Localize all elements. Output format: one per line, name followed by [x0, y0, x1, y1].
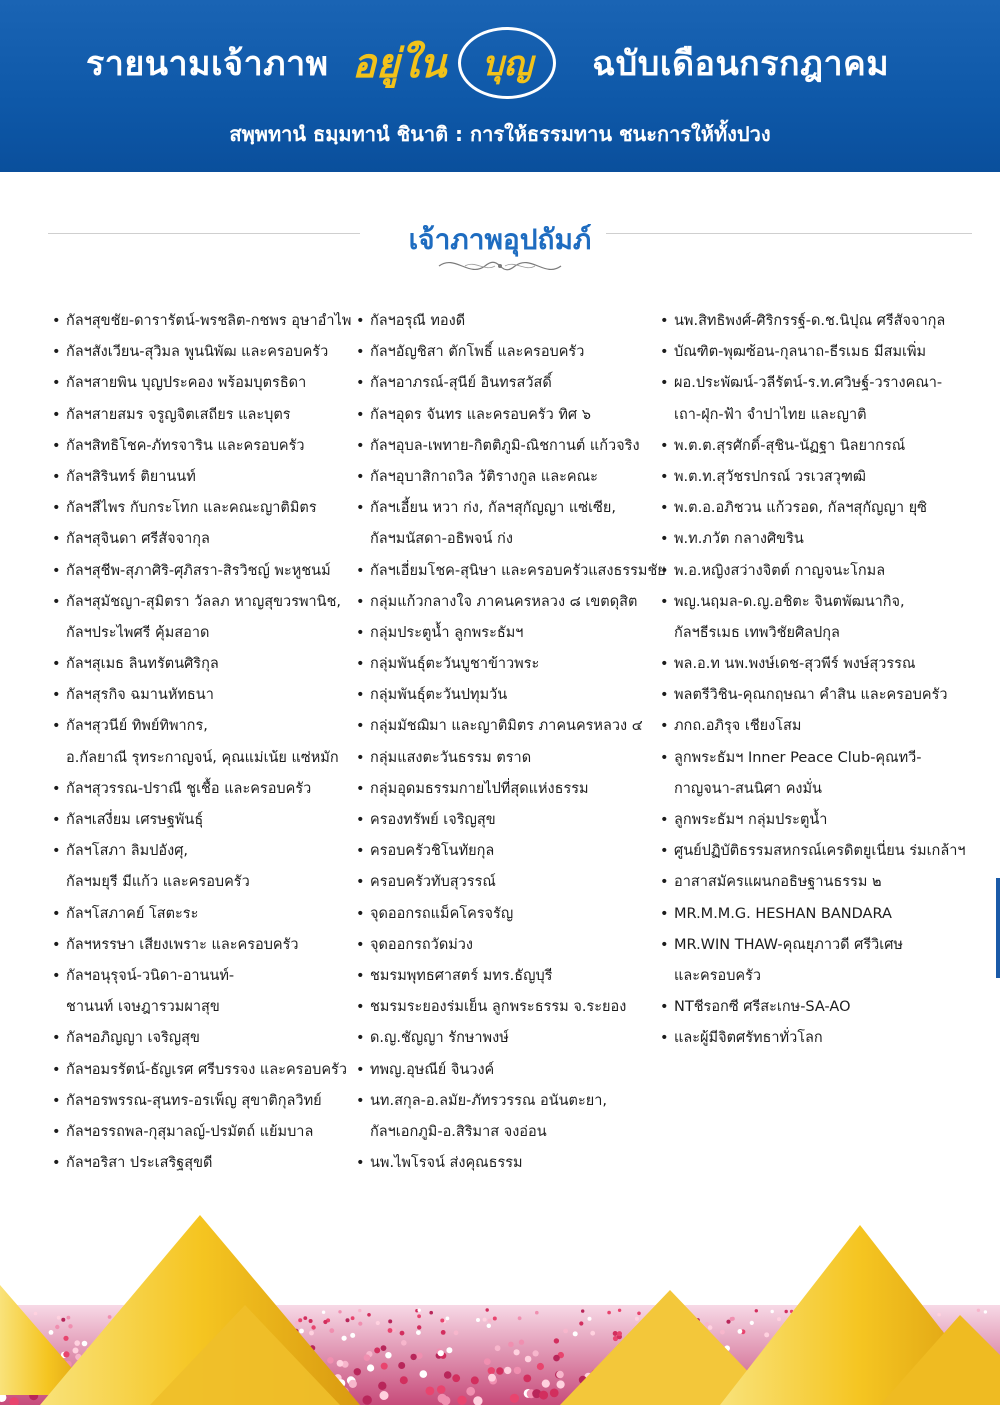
lantern-dot — [342, 1336, 347, 1341]
donor-entry: • กัลฯอัญชิสา ตักโพธิ์ และครอบครัว — [356, 337, 656, 368]
lantern-dot — [61, 1318, 65, 1322]
donor-entry: • บัณฑิต-พุฒซ้อน-กุลนาถ-ธีรเมธ มีสมเพิ่ม — [660, 337, 980, 368]
pagoda-lantern-scene — [0, 1195, 1000, 1405]
donor-column-1 — [52, 306, 352, 1179]
lantern-dot — [327, 1357, 334, 1364]
lantern-dot — [309, 1319, 313, 1323]
header-banner — [0, 0, 1000, 172]
donor-entry: • กัลฯอุบล-เพทาย-กิตติภูมิ-ณิชกานต์ แก้วจริง — [356, 431, 656, 462]
donor-entry: • กัลฯอมรรัตน์-ธัญเรศ ศรีบรรจง และครอบครัว — [52, 1055, 352, 1086]
lantern-dot — [471, 1376, 479, 1384]
lantern-dot — [381, 1345, 387, 1351]
donor-entry: • จุดออกรถแม็คโครจรัญ — [356, 899, 656, 930]
donor-entry: • กัลฯโสภาคย์ โสตะระ — [52, 899, 352, 930]
lantern-dot — [539, 1391, 548, 1400]
lantern-dot — [514, 1367, 521, 1374]
donor-entry: • ด.ญ.ชัญญา รักษาพงษ์ — [356, 1023, 656, 1054]
lantern-dot — [349, 1380, 357, 1388]
donor-entry: • ลูกพระธัมฯ กลุ่มประตูน้ำ — [660, 805, 980, 836]
donor-entry: • MR.M.M.G. HESHAN BANDARA — [660, 899, 980, 930]
lantern-dot — [590, 1331, 595, 1336]
lantern-dot — [416, 1330, 421, 1335]
lantern-dot — [385, 1352, 391, 1358]
header-title-right: ฉบับเดือนกรกฎาคม — [592, 44, 890, 84]
lantern-dot — [438, 1394, 447, 1403]
lantern-dot — [323, 1320, 327, 1324]
donor-entry: • กัลฯสิรินทร์ ติยานนท์ — [52, 462, 352, 493]
lantern-dot — [486, 1308, 489, 1311]
lantern-dot — [303, 1316, 307, 1320]
lantern-dot — [730, 1317, 734, 1321]
donor-entry: • กัลฯเอี่ยมโชค-สุนิษา และครอบครัวแสงธรรมชัย — [356, 556, 656, 587]
donor-entry: • ชมรมพุทธศาสตร์ มทร.ธัญบุรี — [356, 961, 656, 992]
donor-entry: • กัลฯอริสา ประเสริฐสุขดี — [52, 1148, 352, 1179]
lantern-dot — [488, 1319, 492, 1323]
lantern-dot — [311, 1325, 315, 1329]
donor-entry: • กัลฯสุรกิจ ฉมานหัทธนา — [52, 680, 352, 711]
lantern-dot — [417, 1314, 421, 1318]
donor-entry: • จุดออกรถวัดม่วง — [356, 930, 656, 961]
donor-entry: • กลุ่มอุดมธรรมกายไปที่สุดแห่งธรรม — [356, 774, 656, 805]
donor-entry: • กัลฯสุขชัย-ดารารัตน์-พรชลิต-กชพร อุษาอำไพ — [52, 306, 352, 337]
donor-entry: • กัลฯอรพรรณ-สุนทร-อรเพ็ญ สุขาติกุลวิทย์ — [52, 1086, 352, 1117]
donor-entry: • กลุ่มมัชฌิมา และญาติมิตร ภาคนครหลวง ๔ — [356, 711, 656, 742]
lantern-dot — [573, 1331, 578, 1336]
donor-entry: • พ.ท.ภวัต กลางศิขริน — [660, 524, 980, 555]
lantern-dot — [510, 1394, 519, 1403]
lantern-dot — [533, 1350, 539, 1356]
lantern-dot — [437, 1385, 446, 1394]
donor-entry: • นท.สกุล-อ.ลมัย-ภัทรวรรณ อนันตะยา, — [356, 1086, 656, 1117]
lantern-dot — [309, 1331, 314, 1336]
donor-entry-continuation: เถา-ฝุ่ก-ฟ้า จำปาไทย และญาติ — [674, 406, 867, 423]
lantern-dot — [364, 1354, 371, 1361]
lantern-dot — [351, 1316, 355, 1320]
donor-entry: • กัลฯสุจินดา ศรีสัจจากุล — [52, 524, 352, 555]
donor-entry: • กัลฯเสงี่ยม เศรษฐพันธุ์ — [52, 805, 352, 836]
lantern-dot — [588, 1317, 592, 1321]
lantern-dot — [518, 1316, 522, 1320]
donor-entry: • นพ.สิทธิพงศ์-ศิริกรรฐ์-ด.ช.นิปุณ ศรีสัจจากุล — [660, 306, 980, 337]
lantern-dot — [400, 1376, 408, 1384]
lantern-dot — [338, 1310, 341, 1313]
lantern-dot — [508, 1342, 514, 1348]
donor-entry: • กัลฯสีไพร กับกระโทก และคณะญาติมิตร — [52, 493, 352, 524]
lantern-dot — [418, 1309, 421, 1312]
lantern-dot — [438, 1350, 444, 1356]
lantern-dot — [73, 1348, 79, 1354]
donor-entry: • กลุ่มแก้วกลางใจ ภาคนครหลวง ๘ เขตดุสิต — [356, 587, 656, 618]
lantern-dot — [358, 1309, 361, 1312]
lantern-dot — [523, 1375, 531, 1383]
lantern-dot — [388, 1319, 392, 1323]
lantern-dot — [444, 1371, 452, 1379]
donor-entry: • กัลฯสุวนีย์ ทิพย์ทิพากร, — [52, 711, 352, 742]
lantern-dot — [984, 1310, 987, 1313]
lantern-dot — [63, 1351, 69, 1357]
lantern-dot — [329, 1328, 334, 1333]
donor-entry: • พ.ต.ท.สุวัชรปกรณ์ วรเวสวุฑฒิ — [660, 462, 980, 493]
lantern-dot — [487, 1324, 491, 1328]
lantern-dot — [55, 1325, 59, 1329]
lantern-dot — [556, 1371, 564, 1379]
donor-entry: • กลุ่มแสงตะวันธรรม ตราด — [356, 743, 656, 774]
donor-entry: • พญ.นฤมล-ด.ญ.อชิตะ จินตพัฒนากิจ, — [660, 587, 980, 618]
lantern-dot — [381, 1363, 388, 1370]
lantern-dot — [525, 1356, 532, 1363]
lantern-dot — [401, 1340, 407, 1346]
donor-entry: • ทพญ.อุษณีย์ จินวงค์ — [356, 1055, 656, 1086]
lantern-dot — [504, 1367, 511, 1374]
donor-entry: • NTชีรอกซี ศรีสะเกษ-SA-AO — [660, 992, 980, 1023]
lantern-dot — [554, 1338, 559, 1343]
donor-entry-continuation: กาญจนา-สนนิศา คงมั่น — [674, 780, 822, 797]
lantern-dot — [346, 1318, 350, 1322]
lantern-dot — [493, 1317, 497, 1321]
donor-entry-continuation: กัลฯมนัสดา-อธิพจน์ ก่ง — [370, 531, 513, 548]
donor-entry: • พ.ต.อ.อภิชวน แก้วรอด, กัลฯสุกัญญา ยุซิ — [660, 493, 980, 524]
lantern-dot — [426, 1387, 435, 1396]
donor-entry: • กัลฯสุวรรณ-ปราณี ชูเชื้อ และครอบครัว — [52, 774, 352, 805]
lantern-dot — [496, 1367, 503, 1374]
donor-entry: • อาสาสมัครแผนกอธิษฐานธรรม ๒ — [660, 867, 980, 898]
lantern-dot — [738, 1329, 743, 1334]
lantern-dot — [637, 1312, 641, 1316]
lantern-dot — [417, 1325, 421, 1329]
donor-entry: • กัลฯสายพิน บุญประคอง พร้อมบุตรธิดา — [52, 368, 352, 399]
donor-entry-continuation: ชานนท์ เจษฎารวมผาสุข — [66, 999, 220, 1016]
lantern-dot — [771, 1310, 774, 1313]
lantern-dot — [388, 1328, 393, 1333]
donor-entry: • พ.อ.หญิงสว่างจิตต์ กาญจนะโกมล — [660, 556, 980, 587]
donor-entry: • พลตรีวิชิน-คุณกฤษณา คำสิน และครอบครัว — [660, 680, 980, 711]
lantern-dot — [400, 1331, 405, 1336]
page-edge-tab — [996, 878, 1000, 978]
donor-entry-continuation: กัลฯเอกภูมิ-อ.สิริมาส จงอ่อน — [370, 1123, 547, 1140]
donor-entry: • นพ.ไพโรจน์ ส่งคุณธรรม — [356, 1148, 656, 1179]
logo-circle: บุญ — [458, 27, 556, 99]
lantern-dot — [410, 1354, 416, 1360]
lantern-dot — [322, 1311, 325, 1314]
lantern-dot — [337, 1360, 344, 1367]
donor-entry: • พล.อ.ท นพ.พงษ์เดช-สุวพีร์ พงษ์สุวรรณ — [660, 649, 980, 680]
donor-entry: • กัลฯเอี้ยน หวา ก่ง, กัลฯสุกัญญา แซ่เซีย, — [356, 493, 656, 524]
header-title-left: รายนามเจ้าภาพ — [86, 44, 329, 84]
lantern-dot — [755, 1309, 758, 1312]
lantern-dot — [68, 1324, 72, 1328]
magazine-logo — [352, 26, 556, 100]
header-subtitle: สพฺพทานํ ธมฺมทานํ ชินาติ : การให้ธรรมทาน ชนะการให้ทั้งปวง — [229, 122, 771, 146]
donor-entry: • กัลฯสังเวียน-สุวิมล พูนนิพัฒ และครอบครัว — [52, 337, 352, 368]
donor-entry: • พ.ต.ต.สุรศักดิ์-สุชิน-นัฏฐา นิลยากรณ์ — [660, 431, 980, 462]
donor-entry: • ลูกพระธัมฯ Inner Peace Club-คุณทวี- — [660, 743, 980, 774]
donor-entry: • กัลฯอนุรุจน์-วนิดา-อานนท์- — [52, 961, 352, 992]
lantern-dot — [441, 1330, 446, 1335]
donor-entry: • ครอบครัวชิโนทัยกุล — [356, 836, 656, 867]
logo-word: อยู่ใน — [352, 40, 447, 87]
lantern-dot — [367, 1364, 374, 1371]
donor-entry: • กัลฯอุดร จันทร และครอบครัว ทิศ ๖ — [356, 400, 656, 431]
lantern-dot — [446, 1317, 450, 1321]
donor-entry-continuation: กัลฯประไพศรี คุ้มสอาด — [66, 624, 210, 641]
donor-entry: • กัลฯหรรษา เสียงเพราะ และครอบครัว — [52, 930, 352, 961]
lantern-dot — [398, 1362, 405, 1369]
lantern-dot — [57, 1316, 61, 1320]
lantern-dot — [34, 1312, 38, 1316]
donor-entry: • กัลฯสุมัชญา-สุมิตรา วัลลภ หาญสุขวรพานิช, — [52, 587, 352, 618]
lantern-dot — [764, 1332, 769, 1337]
donor-entry: • กัลฯอุบาสิกาถวิล วัติรางกูล และคณะ — [356, 462, 656, 493]
lantern-dot — [416, 1353, 422, 1359]
lantern-dot — [488, 1374, 496, 1382]
lantern-dot — [367, 1313, 371, 1317]
donor-entry: • ศูนย์ปฏิบัติธรรมสหกรณ์เครดิตยูเนี่ยน ร่มเกล้าฯ — [660, 836, 980, 867]
donor-entry: • กัลฯสิทธิโชค-ภัทรจาริน และครอบครัว — [52, 431, 352, 462]
lantern-dot — [750, 1321, 754, 1325]
lantern-dot — [937, 1313, 941, 1317]
donor-column-2 — [356, 306, 666, 1179]
donor-entry: • ครองทรัพย์ เจริญสุข — [356, 805, 656, 836]
lantern-dot — [49, 1330, 54, 1335]
flourish-ornament-icon — [435, 252, 565, 280]
donor-entry: • กัลฯสุเมธ ลินทรัตนศิริกุล — [52, 649, 352, 680]
lantern-dot — [550, 1389, 559, 1398]
lantern-dot — [705, 1322, 709, 1326]
donor-entry-continuation: กัลฯมยุรี มีแก้ว และครอบครัว — [66, 874, 250, 891]
donor-entry: • กลุ่มพันธุ์ตะวันปทุมวัน — [356, 680, 656, 711]
donor-entry: • ภกถ.อภิรุจ เชียงโสม — [660, 711, 980, 742]
lantern-dot — [374, 1347, 380, 1353]
lantern-dot — [63, 1336, 68, 1341]
lantern-dot — [354, 1368, 361, 1375]
donor-entry-continuation: และครอบครัว — [674, 967, 762, 984]
lantern-dot — [350, 1333, 355, 1338]
lantern-dot — [363, 1395, 372, 1404]
lantern-dot — [476, 1318, 480, 1322]
lantern-dot — [542, 1380, 550, 1388]
lantern-dot — [299, 1329, 304, 1334]
donor-entry: • กัลฯโสภา ลิมปอังศุ, — [52, 836, 352, 867]
lantern-dot — [358, 1322, 362, 1326]
lantern-dot — [514, 1349, 520, 1355]
lantern-dot — [581, 1309, 584, 1312]
lantern-dot — [617, 1331, 622, 1336]
lantern-dot — [440, 1319, 444, 1323]
lantern-dot — [613, 1331, 618, 1336]
donor-entry: • กัลฯอรรถพล-กุสุมาลญ์-ปรมัตถ์ แย้มบาล — [52, 1117, 352, 1148]
divider-right — [606, 233, 972, 234]
donor-entry: • ครอบครัวทับสุวรรณ์ — [356, 867, 656, 898]
lantern-dot — [483, 1318, 487, 1322]
lantern-dot — [563, 1329, 568, 1334]
lantern-dot — [635, 1317, 639, 1321]
lantern-dot — [618, 1309, 621, 1312]
lantern-dot — [708, 1325, 713, 1330]
lantern-dot — [452, 1374, 460, 1382]
lantern-dot — [420, 1370, 428, 1378]
lantern-dot — [429, 1311, 433, 1315]
lantern-dot — [488, 1367, 495, 1374]
donor-entry: • กัลฯอรุณี ทองดี — [356, 306, 656, 337]
lantern-dot — [82, 1341, 88, 1347]
lantern-dot — [537, 1363, 544, 1370]
donor-entry: • MR.WIN THAW-คุณยุภาวดี ศรีวิเศษ — [660, 930, 980, 961]
lantern-dot — [378, 1382, 386, 1390]
donor-entry-continuation: กัลฯธีรเมธ เทพวิชัยศิลปกุล — [674, 624, 840, 641]
donor-entry: • ชมรมระยองร่มเย็น ลูกพระธรรม จ.ระยอง — [356, 992, 656, 1023]
lantern-dot — [484, 1358, 491, 1365]
lantern-dot — [298, 1318, 302, 1322]
lantern-dot — [553, 1355, 560, 1362]
lantern-dot — [495, 1345, 501, 1351]
lantern-dot — [726, 1320, 730, 1324]
lantern-dot — [67, 1316, 71, 1320]
donor-entry: • กัลฯสายสมร จรูญจิตเสถียร และบุตร — [52, 400, 352, 431]
donor-entry: • กัลฯอภิญญา เจริญสุข — [52, 1023, 352, 1054]
donor-entry: • ผอ.ประพัฒน์-วลีรัตน์-ร.ท.ศวิษฐ์-วรางคณา- — [660, 368, 980, 399]
lantern-dot — [519, 1340, 524, 1345]
donor-entry: • และผู้มีจิตศรัทธาทั่วโลก — [660, 1023, 980, 1054]
donor-entry: • กัลฯสุชีพ-สุภาศิริ-ศุภิสรา-สิรวิชญ์ พะหูชนม์ — [52, 556, 352, 587]
lantern-dot — [74, 1340, 80, 1346]
lantern-dot — [579, 1321, 583, 1325]
lantern-dot — [454, 1330, 459, 1335]
lantern-dot — [457, 1396, 466, 1405]
lantern-dot — [720, 1330, 725, 1335]
lantern-dot — [777, 1317, 781, 1321]
lantern-dot — [466, 1387, 475, 1396]
lantern-dot — [295, 1321, 299, 1325]
lantern-dot — [607, 1311, 611, 1315]
donor-entry: • กลุ่มประตูน้ำ ลูกพระธัมฯ — [356, 618, 656, 649]
lantern-dot — [376, 1321, 380, 1325]
lantern-dot — [108, 1315, 112, 1319]
lantern-dot — [535, 1311, 539, 1315]
donor-entry: • กลุ่มพันธุ์ตะวันบูชาข้าวพระ — [356, 649, 656, 680]
lantern-dot — [977, 1309, 980, 1312]
donor-entry-continuation: อ.กัลยาณี รุทระกาญจน์, คุณแม่เน้ย แซ่หมัก — [66, 749, 339, 766]
lantern-dot — [380, 1391, 389, 1400]
lantern-dot — [557, 1380, 565, 1388]
lantern-dot — [785, 1310, 788, 1313]
lantern-dot — [446, 1347, 452, 1353]
donor-column-3 — [660, 306, 980, 1055]
section-title: เจ้าภาพอุปถัมภ์ — [408, 223, 592, 256]
donor-entry: • กัลฯอาภรณ์-สุนีย์ อินทรสวัสดิ์ — [356, 368, 656, 399]
